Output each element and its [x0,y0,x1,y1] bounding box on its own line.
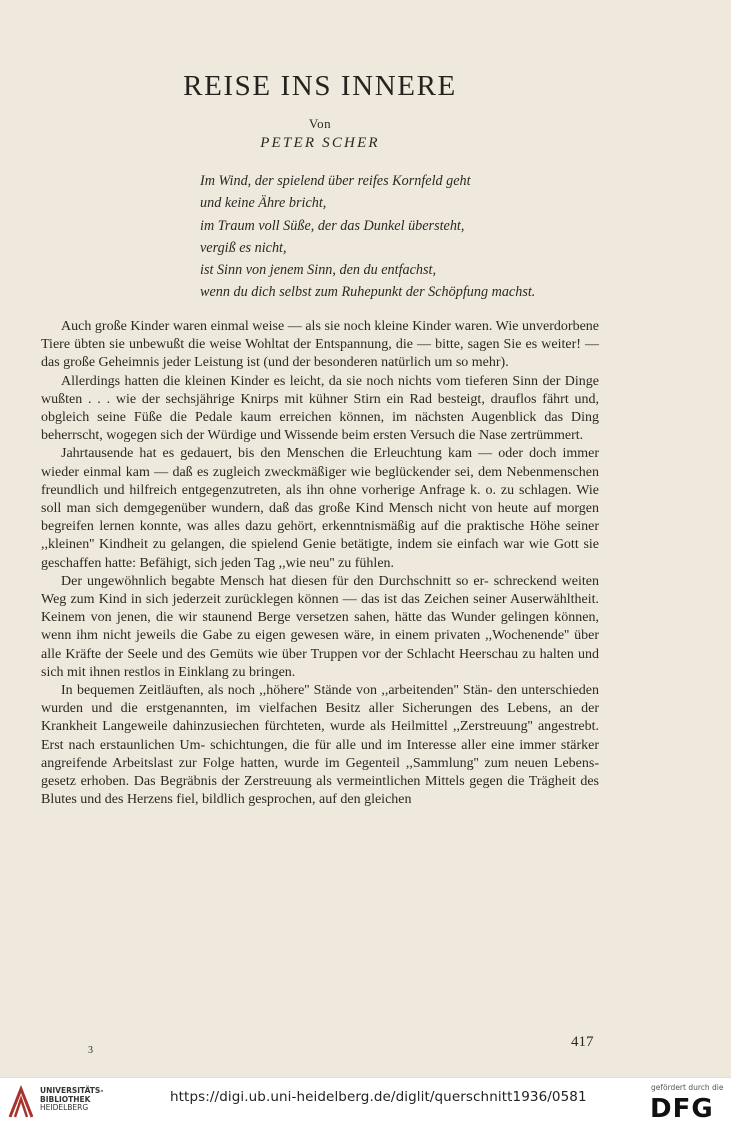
library-name [40,1087,103,1113]
university-library-logo-icon [8,1085,34,1119]
paragraph: In bequemen Zeitläuften, als noch ,,höhere'' Stände von ,,arbeitenden'' Stän- den unterschieden wurden und die erstgenannten, im vielfachen Besitz aller Sicherungen des Lebens, an der Krankheit Langeweile dahinzusiechen fürchteten, wurde als Heilmittel ,,Zerstreuung'' angestrebt. Erst nach erstaunlichen Um- schichtungen, die für alle und im Interesse aller eine immer stärker angreifende Arbeitslast zur Folge hatten, wurde im Gegenteil ,,Sammlung'' zum neuen Lebens- gesetz erhoben. Das Begräbnis der Zerstreuung als vermeintlichen Mittels gegen die Trägheit des Blutes und des Herzens fiel, bildlich gesprochen, auf den gleichen [41,683,599,808]
article-title: REISE INS INNERE [183,70,457,102]
dfg-logo: DFG [650,1094,714,1124]
paragraph: Der ungewöhnlich begabte Mensch hat diesen für den Durchschnitt so er- schreckend weiten Weg zum Kind in sich jederzeit zurücklegen können — das ist das Zeichen seiner Auserwähltheit. Keinem von jenen, die wir staunend Berge versetzen sahen, hätte das Wunder gelingen können, wenn ihm nicht jeweils die Gabe zu eigen gewesen wäre, in einem privaten ,,Wochenende'' über alle Kräfte der Seele und des Gemüts wie über Truppen vor der Schlacht Heerschau zu halten und sich mit ihnen restlos in Einklang zu bringen. [41,573,599,680]
page-number: 417 [571,1034,594,1050]
paragraph: Auch große Kinder waren einmal weise — als sie noch kleine Kinder waren. Wie unverdorbene Tiere übten sie unbewußt die weise Wohltat der Entspannung, die — bitte, sagen Sie es weiter! — das große Geheimnis jeder Leistung ist (und der besonderen natürlich um so mehr). [41,319,599,371]
poem-line: und keine Ähre bricht, [200,195,327,212]
library-name-line: UNIVERSITÄTS- [40,1086,104,1095]
poem-line: ist Sinn von jenem Sinn, den du entfachst, [200,262,437,279]
signature-mark: 3 [88,1045,93,1056]
article-body [41,318,599,809]
poem-line: vergiß es nicht, [200,239,287,256]
funded-by-label: gefördert durch die [651,1083,724,1092]
library-name-line: BIBLIOTHEK [40,1094,91,1104]
poem-line: wenn du dich selbst zum Ruhepunkt der Schöpfung machst. [200,284,536,301]
paragraph: Allerdings hatten die kleinen Kinder es leicht, da sie noch nichts vom tieferen Sinn der Dinge wußten . . . wie der sechsjährige Knirps mit kühner Stirn ein Rad besteigt, drauflos fährt und, obgleich seine Füße die Pedale kaum erreichen können, im nächsten Augenblick das Ding beherrscht, wogegen sich der Würdige und Wissende beim ersten Versuch die Nase zertrümmert. [41,373,599,444]
byline-prefix: Von [308,116,332,131]
paragraph: Jahrtausende hat es gedauert, bis den Menschen die Erleuchtung kam — oder doch immer wieder einmal kam — daß es zugleich zweckmäßiger wie beglückender sei, dem Nebenmenschen freundlich und hilfreich entgegenzutreten, als ihn ohne vorherige Anfrage k. o. zu schlagen. Wie soll man sich demgegenüber wundern, daß das große Kind Mensch nicht von heute auf morgen begreifen lernen konnte, was alles dazu gehört, erkenntnismäßig auf die praktische Höhe seiner ,,kleinen'' Kindheit zu gelangen, die spielend Genie betätigte, indem sie einfach war wie Gott sie geschaffen hatte: Befähigt, sich jeden Tag ,,wie neu'' zu fühlen. [41,446,599,571]
author-name: PETER SCHER [260,135,380,151]
poem-line: im Traum voll Süße, der das Dunkel übersteht, [200,217,465,234]
library-name-line: HEIDELBERG [40,1103,89,1113]
permalink-url[interactable]: https://digi.ub.uni-heidelberg.de/diglit/querschnitt1936/0581 [170,1089,587,1105]
poem [200,170,535,304]
poem-line: Im Wind, der spielend über reifes Kornfeld geht [200,173,471,189]
